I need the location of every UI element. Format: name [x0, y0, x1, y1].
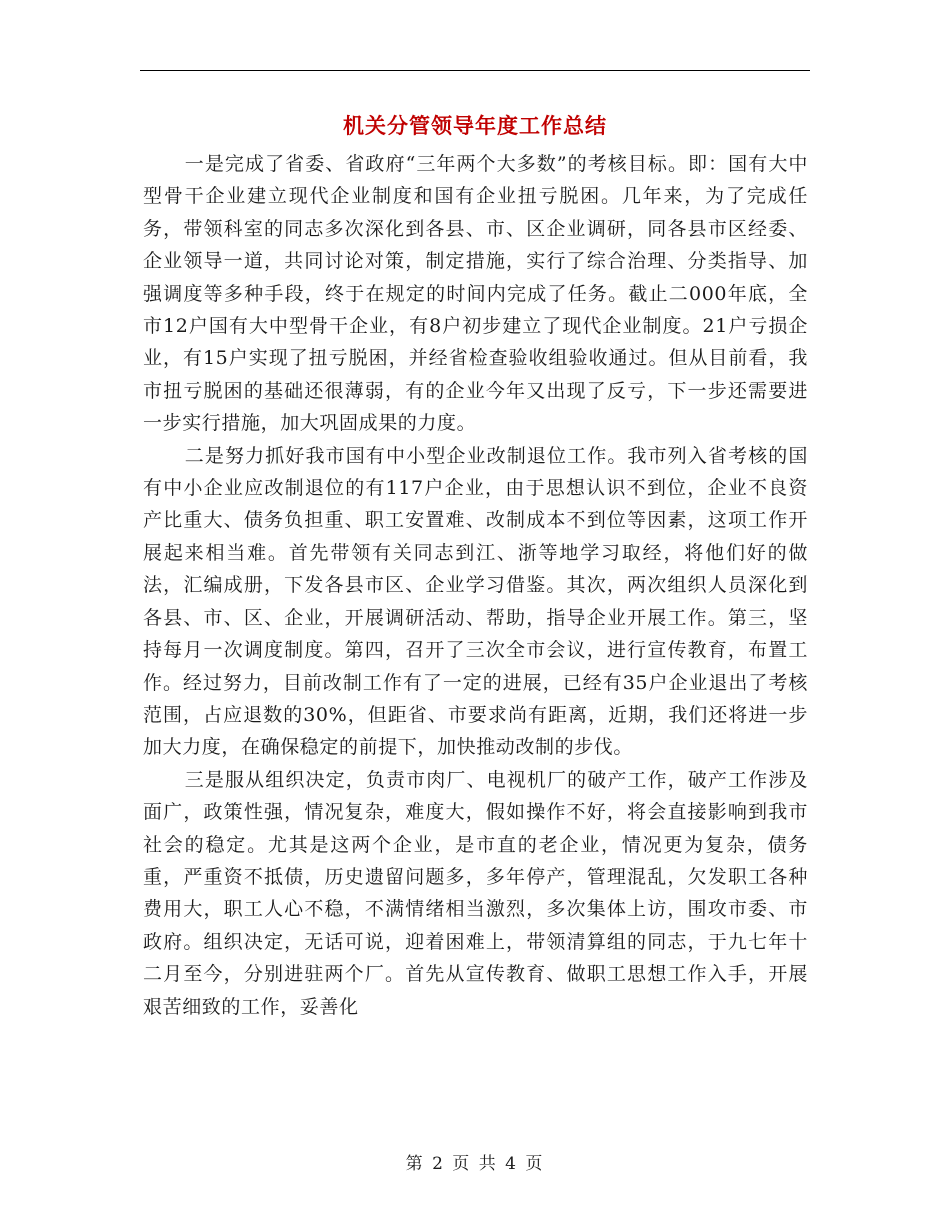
paragraph-3: 三是服从组织决定，负责市肉厂、电视机厂的破产工作，破产工作涉及面广，政策性强，情况复杂，难度大，假如操作不好，将会直接影响到我市社会的稳定。尤其是这两个企业，是市直的老企业，情况更为复杂，债务重，严重资不抵债，历史遗留问题多，多年停产，管理混乱，欠发职工各种费用大，职工人心不稳，不满情绪相当激烈，多次集体上访，围攻市委、市政府。组织决定，无话可说，迎着困难上，带领清算组的同志，于九七年十二月至今，分别进驻两个厂。首先从宣传教育、做职工思想工作入手，开展艰苦细致的工作，妥善化	[143, 768, 808, 1018]
page-number: 第 2 页 共 4 页	[405, 1154, 545, 1174]
paragraph-2: 二是努力抓好我市国有中小型企业改制退位工作。我市列入省考核的国有中小企业应改制退位的有117户企业，由于思想认识不到位，企业不良资产比重大、债务负担重、职工安置难、改制成本不到位等因素，这项工作开展起来相当难。首先带领有关同志到江、浙等地学习取经，将他们好的做法，汇编成册，下发各县市区、企业学习借鉴。其次，两次组织人员深化到各县、市、区、企业，开展调研活动、帮助，指导企业开展工作。第三，坚持每月一次调度制度。第四，召开了三次全市会议，进行宣传教育，布置工作。经过努力，目前改制工作有了一定的进展，已经有35户企业退出了考核范围，占应退数的30%，但距省、市要求尚有距离，近期，我们还将进一步加大力度，在确保稳定的前提下，加快推动改制的步伐。	[143, 444, 808, 759]
document-title: 机关分管领导年度工作总结	[343, 113, 607, 138]
header-rule	[140, 70, 810, 71]
paragraph-1: 一是完成了省委、省政府“三年两个大多数”的考核目标。即：国有大中型骨干企业建立现代企业制度和国有企业扭亏脱困。几年来，为了完成任务，带领科室的同志多次深化到各县、市、区企业调研，同各县市区经委、企业领导一道，共同讨论对策，制定措施，实行了综合治理、分类指导、加强调度等多种手段，终于在规定的时间内完成了任务。截止二000年底，全市12户国有大中型骨干企业，有8户初步建立了现代企业制度。21户亏损企业，有15户实现了扭亏脱困，并经省检查验收组验收通过。但从目前看，我市扭亏脱困的基础还很薄弱，有的企业今年又出现了反亏，下一步还需要进一步实行措施，加大巩固成果的力度。	[143, 153, 808, 435]
document-body	[143, 148, 808, 1023]
